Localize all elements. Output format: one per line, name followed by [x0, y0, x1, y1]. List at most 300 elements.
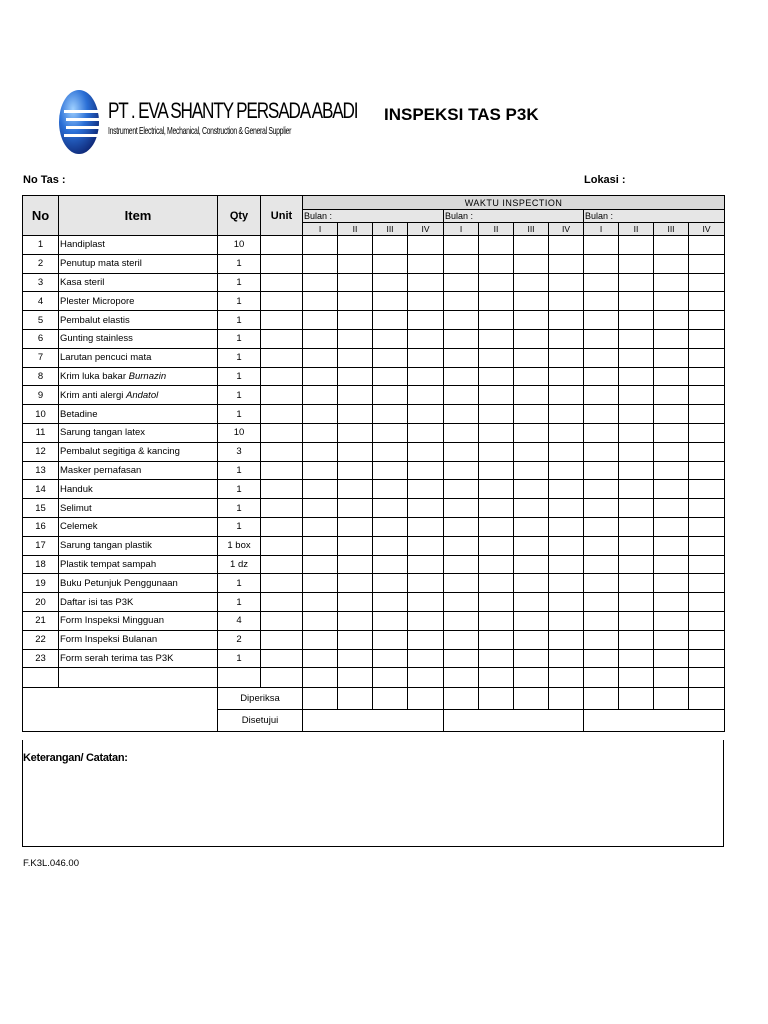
check-cell[interactable] — [479, 574, 514, 593]
disetujui-sign-cell[interactable] — [303, 710, 444, 732]
check-cell[interactable] — [408, 423, 444, 442]
check-cell[interactable] — [619, 236, 654, 255]
check-cell[interactable] — [654, 273, 689, 292]
check-cell[interactable] — [619, 348, 654, 367]
check-cell[interactable] — [654, 329, 689, 348]
check-cell[interactable] — [689, 461, 725, 480]
check-cell[interactable] — [373, 593, 408, 612]
check-cell[interactable] — [654, 517, 689, 536]
check-cell[interactable] — [584, 348, 619, 367]
check-cell[interactable] — [338, 480, 373, 499]
check-cell[interactable] — [514, 329, 549, 348]
check-cell[interactable] — [514, 574, 549, 593]
check-cell[interactable] — [303, 367, 338, 386]
check-cell[interactable] — [373, 236, 408, 255]
check-cell[interactable] — [303, 254, 338, 273]
check-cell[interactable] — [444, 386, 479, 405]
check-cell[interactable] — [549, 329, 584, 348]
check-cell[interactable] — [619, 311, 654, 330]
check-cell[interactable] — [303, 236, 338, 255]
check-cell[interactable] — [549, 273, 584, 292]
check-cell[interactable] — [549, 254, 584, 273]
check-cell[interactable] — [408, 461, 444, 480]
check-cell[interactable] — [479, 273, 514, 292]
check-cell[interactable] — [479, 461, 514, 480]
check-cell[interactable] — [479, 517, 514, 536]
check-cell[interactable] — [549, 611, 584, 630]
check-cell[interactable] — [303, 386, 338, 405]
check-cell[interactable] — [549, 574, 584, 593]
check-cell[interactable] — [373, 405, 408, 424]
check-cell[interactable] — [584, 593, 619, 612]
check-cell[interactable] — [514, 273, 549, 292]
check-cell[interactable] — [654, 611, 689, 630]
check-cell[interactable] — [619, 574, 654, 593]
diperiksa-sign-cell[interactable] — [373, 688, 408, 710]
check-cell[interactable] — [619, 649, 654, 668]
diperiksa-sign-cell[interactable] — [514, 688, 549, 710]
check-cell[interactable] — [549, 423, 584, 442]
check-cell[interactable] — [303, 649, 338, 668]
check-cell[interactable] — [654, 630, 689, 649]
check-cell[interactable] — [549, 480, 584, 499]
check-cell[interactable] — [303, 292, 338, 311]
check-cell[interactable] — [408, 611, 444, 630]
week-header: III — [654, 223, 689, 236]
check-cell[interactable] — [338, 423, 373, 442]
check-cell[interactable] — [654, 254, 689, 273]
check-cell[interactable] — [654, 348, 689, 367]
item-qty: 3 — [218, 442, 261, 461]
check-cell[interactable] — [444, 405, 479, 424]
check-cell[interactable] — [689, 649, 725, 668]
check-cell[interactable] — [444, 254, 479, 273]
check-cell[interactable] — [689, 292, 725, 311]
check-cell[interactable] — [689, 311, 725, 330]
check-cell[interactable] — [619, 480, 654, 499]
check-cell[interactable] — [338, 254, 373, 273]
check-cell[interactable] — [549, 348, 584, 367]
check-cell[interactable] — [444, 367, 479, 386]
check-cell[interactable] — [408, 311, 444, 330]
check-cell[interactable] — [549, 461, 584, 480]
check-cell[interactable] — [654, 442, 689, 461]
check-cell[interactable] — [338, 405, 373, 424]
check-cell[interactable] — [338, 499, 373, 518]
check-cell[interactable] — [303, 555, 338, 574]
check-cell[interactable] — [408, 348, 444, 367]
check-cell[interactable] — [514, 236, 549, 255]
check-cell[interactable] — [444, 461, 479, 480]
check-cell[interactable] — [479, 611, 514, 630]
check-cell[interactable] — [338, 517, 373, 536]
check-cell[interactable] — [408, 517, 444, 536]
check-cell[interactable] — [619, 292, 654, 311]
check-cell[interactable] — [303, 593, 338, 612]
check-cell[interactable] — [584, 292, 619, 311]
check-cell[interactable] — [303, 311, 338, 330]
check-cell[interactable] — [689, 423, 725, 442]
check-cell[interactable] — [689, 254, 725, 273]
check-cell[interactable] — [689, 555, 725, 574]
check-cell[interactable] — [584, 536, 619, 555]
check-cell[interactable] — [408, 499, 444, 518]
check-cell[interactable] — [584, 517, 619, 536]
check-cell[interactable] — [444, 499, 479, 518]
check-cell[interactable] — [479, 480, 514, 499]
check-cell[interactable] — [408, 292, 444, 311]
check-cell[interactable] — [654, 480, 689, 499]
check-cell[interactable] — [479, 630, 514, 649]
check-cell[interactable] — [689, 611, 725, 630]
check-cell[interactable] — [373, 499, 408, 518]
disetujui-sign-cell[interactable] — [444, 710, 584, 732]
check-cell[interactable] — [338, 386, 373, 405]
check-cell[interactable] — [408, 536, 444, 555]
check-cell[interactable] — [654, 405, 689, 424]
check-cell[interactable] — [303, 499, 338, 518]
check-cell[interactable] — [619, 405, 654, 424]
check-cell[interactable] — [549, 555, 584, 574]
check-cell[interactable] — [654, 236, 689, 255]
check-cell[interactable] — [584, 499, 619, 518]
check-cell[interactable] — [479, 593, 514, 612]
check-cell[interactable] — [689, 367, 725, 386]
check-cell[interactable] — [408, 236, 444, 255]
check-cell[interactable] — [444, 630, 479, 649]
check-cell[interactable] — [373, 611, 408, 630]
check-cell[interactable] — [549, 536, 584, 555]
check-cell[interactable] — [584, 574, 619, 593]
check-cell[interactable] — [619, 593, 654, 612]
check-cell[interactable] — [373, 386, 408, 405]
check-cell[interactable] — [584, 649, 619, 668]
check-cell[interactable] — [549, 442, 584, 461]
check-cell[interactable] — [373, 574, 408, 593]
check-cell[interactable] — [408, 254, 444, 273]
item-label: Gunting stainless — [60, 333, 133, 345]
check-cell[interactable] — [514, 311, 549, 330]
check-cell[interactable] — [584, 311, 619, 330]
check-cell[interactable] — [373, 254, 408, 273]
check-cell[interactable] — [373, 329, 408, 348]
check-cell[interactable] — [654, 292, 689, 311]
row-number: 14 — [23, 480, 59, 499]
check-cell[interactable] — [654, 461, 689, 480]
check-cell[interactable] — [444, 593, 479, 612]
check-cell[interactable] — [619, 367, 654, 386]
table-row — [23, 593, 725, 612]
check-cell[interactable] — [584, 611, 619, 630]
check-cell[interactable] — [373, 517, 408, 536]
check-cell[interactable] — [338, 630, 373, 649]
check-cell[interactable] — [408, 593, 444, 612]
check-cell[interactable] — [444, 611, 479, 630]
check-cell[interactable] — [338, 593, 373, 612]
check-cell[interactable] — [549, 367, 584, 386]
check-cell[interactable] — [303, 273, 338, 292]
check-cell[interactable] — [338, 461, 373, 480]
diperiksa-sign-cell[interactable] — [549, 688, 584, 710]
check-cell[interactable] — [373, 649, 408, 668]
item-name — [59, 480, 218, 499]
check-cell[interactable] — [584, 329, 619, 348]
check-cell[interactable] — [514, 405, 549, 424]
diperiksa-sign-cell[interactable] — [444, 688, 479, 710]
diperiksa-sign-cell[interactable] — [303, 688, 338, 710]
diperiksa-sign-cell[interactable] — [479, 688, 514, 710]
check-cell[interactable] — [444, 311, 479, 330]
check-cell[interactable] — [444, 329, 479, 348]
check-cell[interactable] — [584, 367, 619, 386]
check-cell[interactable] — [373, 348, 408, 367]
check-cell[interactable] — [619, 273, 654, 292]
check-cell[interactable] — [689, 630, 725, 649]
check-cell[interactable] — [654, 386, 689, 405]
check-cell[interactable] — [619, 517, 654, 536]
check-cell[interactable] — [338, 273, 373, 292]
check-cell[interactable] — [303, 329, 338, 348]
check-cell[interactable] — [373, 555, 408, 574]
check-cell[interactable] — [619, 536, 654, 555]
check-cell[interactable] — [619, 555, 654, 574]
check-cell[interactable] — [338, 329, 373, 348]
diperiksa-sign-cell[interactable] — [408, 688, 444, 710]
check-cell[interactable] — [373, 311, 408, 330]
check-cell[interactable] — [408, 386, 444, 405]
check-cell[interactable] — [514, 517, 549, 536]
check-cell[interactable] — [584, 273, 619, 292]
check-cell[interactable] — [584, 555, 619, 574]
check-cell[interactable] — [689, 236, 725, 255]
check-cell[interactable] — [514, 630, 549, 649]
check-cell[interactable] — [408, 574, 444, 593]
lokasi-label: Lokasi : — [584, 174, 626, 186]
diperiksa-sign-cell[interactable] — [619, 688, 654, 710]
check-cell[interactable] — [338, 649, 373, 668]
check-cell[interactable] — [303, 574, 338, 593]
check-cell[interactable] — [479, 329, 514, 348]
check-cell[interactable] — [303, 536, 338, 555]
check-cell[interactable] — [408, 273, 444, 292]
check-cell[interactable] — [479, 649, 514, 668]
check-cell[interactable] — [514, 461, 549, 480]
check-cell[interactable] — [373, 367, 408, 386]
check-cell[interactable] — [689, 480, 725, 499]
check-cell[interactable] — [373, 442, 408, 461]
check-cell[interactable] — [584, 480, 619, 499]
check-cell[interactable] — [514, 480, 549, 499]
check-cell[interactable] — [549, 593, 584, 612]
check-cell[interactable] — [303, 611, 338, 630]
check-cell[interactable] — [338, 574, 373, 593]
check-cell[interactable] — [444, 536, 479, 555]
check-cell[interactable] — [514, 555, 549, 574]
check-cell[interactable] — [479, 536, 514, 555]
check-cell[interactable] — [303, 461, 338, 480]
disetujui-sign-cell[interactable] — [584, 710, 725, 732]
check-cell[interactable] — [549, 499, 584, 518]
check-cell[interactable] — [444, 292, 479, 311]
check-cell[interactable] — [514, 423, 549, 442]
check-cell[interactable] — [408, 649, 444, 668]
check-cell[interactable] — [303, 348, 338, 367]
check-cell[interactable] — [619, 254, 654, 273]
check-cell[interactable] — [338, 236, 373, 255]
check-cell[interactable] — [584, 254, 619, 273]
check-cell[interactable] — [444, 348, 479, 367]
check-cell[interactable] — [549, 649, 584, 668]
check-cell[interactable] — [514, 611, 549, 630]
check-cell[interactable] — [584, 405, 619, 424]
check-cell[interactable] — [689, 442, 725, 461]
check-cell[interactable] — [444, 423, 479, 442]
check-cell[interactable] — [619, 386, 654, 405]
check-cell[interactable] — [619, 611, 654, 630]
check-cell[interactable] — [479, 367, 514, 386]
check-cell[interactable] — [479, 386, 514, 405]
check-cell[interactable] — [689, 329, 725, 348]
check-cell[interactable] — [549, 386, 584, 405]
check-cell[interactable] — [654, 574, 689, 593]
check-cell[interactable] — [373, 461, 408, 480]
check-cell[interactable] — [654, 423, 689, 442]
check-cell[interactable] — [408, 367, 444, 386]
check-cell[interactable] — [479, 405, 514, 424]
check-cell[interactable] — [654, 536, 689, 555]
check-cell[interactable] — [654, 367, 689, 386]
row-number: 11 — [23, 423, 59, 442]
check-cell[interactable] — [479, 236, 514, 255]
check-cell[interactable] — [619, 630, 654, 649]
check-cell[interactable] — [619, 461, 654, 480]
check-cell[interactable] — [444, 480, 479, 499]
check-cell[interactable] — [689, 386, 725, 405]
check-cell[interactable] — [338, 311, 373, 330]
check-cell[interactable] — [584, 630, 619, 649]
check-cell[interactable] — [408, 329, 444, 348]
check-cell[interactable] — [303, 480, 338, 499]
check-cell[interactable] — [654, 593, 689, 612]
check-cell[interactable] — [408, 555, 444, 574]
check-cell[interactable] — [654, 555, 689, 574]
check-cell[interactable] — [584, 442, 619, 461]
check-cell[interactable] — [408, 405, 444, 424]
check-cell[interactable] — [549, 311, 584, 330]
check-cell[interactable] — [303, 442, 338, 461]
check-cell[interactable] — [654, 311, 689, 330]
check-cell[interactable] — [479, 442, 514, 461]
check-cell[interactable] — [408, 630, 444, 649]
diperiksa-sign-cell[interactable] — [338, 688, 373, 710]
check-cell[interactable] — [479, 555, 514, 574]
check-cell[interactable] — [303, 405, 338, 424]
check-cell[interactable] — [373, 423, 408, 442]
check-cell[interactable] — [303, 517, 338, 536]
check-cell[interactable] — [338, 348, 373, 367]
check-cell[interactable] — [338, 611, 373, 630]
check-cell[interactable] — [444, 236, 479, 255]
check-cell[interactable] — [689, 593, 725, 612]
check-cell[interactable] — [479, 348, 514, 367]
diperiksa-sign-cell[interactable] — [654, 688, 689, 710]
check-cell[interactable] — [549, 405, 584, 424]
diperiksa-sign-cell[interactable] — [584, 688, 619, 710]
check-cell[interactable] — [444, 649, 479, 668]
check-cell[interactable] — [689, 574, 725, 593]
check-cell[interactable] — [514, 649, 549, 668]
check-cell[interactable] — [444, 273, 479, 292]
check-cell[interactable] — [303, 630, 338, 649]
check-cell[interactable] — [303, 423, 338, 442]
check-cell[interactable] — [584, 461, 619, 480]
check-cell[interactable] — [479, 499, 514, 518]
check-cell[interactable] — [514, 593, 549, 612]
check-cell[interactable] — [549, 630, 584, 649]
check-cell[interactable] — [689, 273, 725, 292]
check-cell[interactable] — [619, 423, 654, 442]
diperiksa-sign-cell[interactable] — [689, 688, 725, 710]
check-cell[interactable] — [619, 499, 654, 518]
check-cell[interactable] — [338, 555, 373, 574]
check-cell[interactable] — [584, 423, 619, 442]
check-cell[interactable] — [338, 367, 373, 386]
check-cell[interactable] — [514, 254, 549, 273]
check-cell[interactable] — [338, 442, 373, 461]
check-cell[interactable] — [444, 555, 479, 574]
check-cell[interactable] — [584, 236, 619, 255]
check-cell[interactable] — [549, 517, 584, 536]
check-cell[interactable] — [444, 574, 479, 593]
check-cell[interactable] — [619, 442, 654, 461]
check-cell[interactable] — [689, 348, 725, 367]
check-cell[interactable] — [514, 367, 549, 386]
check-cell[interactable] — [514, 442, 549, 461]
check-cell[interactable] — [514, 386, 549, 405]
check-cell[interactable] — [444, 517, 479, 536]
check-cell[interactable] — [408, 442, 444, 461]
check-cell[interactable] — [514, 292, 549, 311]
check-cell[interactable] — [549, 292, 584, 311]
check-cell[interactable] — [479, 311, 514, 330]
check-cell[interactable] — [373, 630, 408, 649]
check-cell[interactable] — [338, 536, 373, 555]
check-cell[interactable] — [514, 536, 549, 555]
check-cell[interactable] — [408, 480, 444, 499]
check-cell[interactable] — [654, 649, 689, 668]
unit-cell — [261, 311, 303, 330]
check-cell[interactable] — [338, 292, 373, 311]
check-cell[interactable] — [479, 254, 514, 273]
check-cell[interactable] — [373, 273, 408, 292]
check-cell[interactable] — [689, 405, 725, 424]
check-cell[interactable] — [654, 499, 689, 518]
check-cell[interactable] — [373, 292, 408, 311]
check-cell[interactable] — [584, 386, 619, 405]
check-cell[interactable] — [479, 292, 514, 311]
check-cell[interactable] — [479, 423, 514, 442]
check-cell[interactable] — [514, 499, 549, 518]
check-cell[interactable] — [689, 536, 725, 555]
check-cell[interactable] — [514, 348, 549, 367]
check-cell[interactable] — [373, 480, 408, 499]
check-cell[interactable] — [689, 517, 725, 536]
check-cell[interactable] — [549, 236, 584, 255]
check-cell[interactable] — [689, 499, 725, 518]
check-cell[interactable] — [619, 329, 654, 348]
check-cell[interactable] — [444, 442, 479, 461]
check-cell[interactable] — [373, 536, 408, 555]
